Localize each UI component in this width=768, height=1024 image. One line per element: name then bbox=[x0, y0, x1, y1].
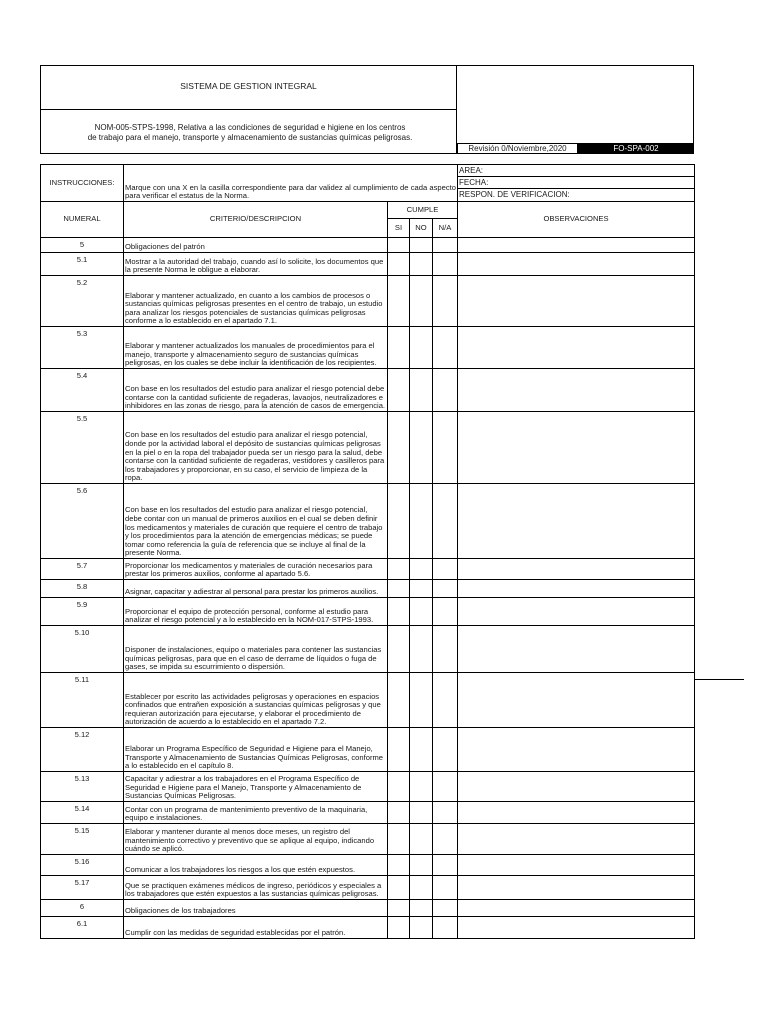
no-checkbox[interactable] bbox=[410, 772, 433, 802]
si-checkbox[interactable] bbox=[388, 412, 410, 484]
row-numeral: 5.9 bbox=[41, 598, 124, 626]
si-checkbox[interactable] bbox=[388, 327, 410, 369]
table-row bbox=[41, 598, 695, 626]
row-criterio: Cumplir con las medidas de seguridad establecidas por el patrón. bbox=[124, 917, 388, 939]
observaciones-cell[interactable] bbox=[458, 917, 695, 939]
si-checkbox[interactable] bbox=[388, 673, 410, 728]
table-row bbox=[41, 327, 695, 369]
si-checkbox[interactable] bbox=[388, 626, 410, 673]
no-checkbox[interactable] bbox=[410, 673, 433, 728]
na-checkbox[interactable] bbox=[433, 802, 458, 824]
row-numeral: 5.12 bbox=[41, 728, 124, 772]
table-row bbox=[41, 855, 695, 876]
no-checkbox[interactable] bbox=[410, 412, 433, 484]
na-checkbox[interactable] bbox=[433, 900, 458, 917]
table-row bbox=[41, 580, 695, 598]
observaciones-cell[interactable] bbox=[458, 728, 695, 772]
col-numeral: NUMERAL bbox=[41, 202, 124, 238]
si-checkbox[interactable] bbox=[388, 238, 410, 253]
si-checkbox[interactable] bbox=[388, 559, 410, 580]
si-checkbox[interactable] bbox=[388, 876, 410, 900]
col-si: SI bbox=[388, 219, 410, 238]
col-na: N/A bbox=[433, 219, 458, 238]
si-checkbox[interactable] bbox=[388, 253, 410, 276]
row-criterio: Elaborar un Programa Específico de Seguridad e Higiene para el Manejo, Transporte y Almacenamiento de Sustancias Químicas Peligrosas, conforme a lo establecido en el capítulo 8. bbox=[124, 728, 388, 772]
na-checkbox[interactable] bbox=[433, 238, 458, 253]
na-checkbox[interactable] bbox=[433, 626, 458, 673]
no-checkbox[interactable] bbox=[410, 327, 433, 369]
row-numeral: 5.6 bbox=[41, 484, 124, 559]
si-checkbox[interactable] bbox=[388, 824, 410, 855]
row-numeral: 5.8 bbox=[41, 580, 124, 598]
header-divider bbox=[456, 66, 457, 153]
table-row bbox=[41, 900, 695, 917]
row-criterio: Asignar, capacitar y adiestrar al personal para prestar los primeros auxilios. bbox=[124, 580, 388, 598]
form-header bbox=[40, 65, 694, 154]
revision-label: Revisión 0/Noviembre,2020 bbox=[457, 143, 578, 154]
checklist-table bbox=[40, 164, 695, 939]
col-criterio: CRITERIO/DESCRIPCION bbox=[124, 202, 388, 238]
row-criterio: Elaborar y mantener durante al menos doce meses, un registro del mantenimiento correctivo y preventivo que se aplique al equipo, indicando cuándo se aplicó. bbox=[124, 824, 388, 855]
norm-description bbox=[55, 123, 445, 142]
si-checkbox[interactable] bbox=[388, 728, 410, 772]
responsable-field[interactable]: RESPON. DE VERIFICACION: bbox=[459, 190, 570, 199]
row-criterio: Proporcionar los medicamentos y materiales de curación necesarios para prestar los primeros auxilios, conforme al apartado 5.6. bbox=[124, 559, 388, 580]
area-field[interactable]: AREA: bbox=[458, 165, 694, 177]
row-numeral: 5.10 bbox=[41, 626, 124, 673]
row-numeral: 5.4 bbox=[41, 369, 124, 412]
row-numeral: 6.1 bbox=[41, 917, 124, 939]
no-checkbox[interactable] bbox=[410, 369, 433, 412]
system-title: SISTEMA DE GESTION INTEGRAL bbox=[180, 81, 317, 91]
row-numeral: 5.1 bbox=[41, 253, 124, 276]
table-row bbox=[41, 772, 695, 802]
document-code: FO-SPA-002 bbox=[578, 143, 694, 154]
si-checkbox[interactable] bbox=[388, 855, 410, 876]
no-checkbox[interactable] bbox=[410, 484, 433, 559]
margin-line bbox=[694, 679, 744, 680]
si-checkbox[interactable] bbox=[388, 598, 410, 626]
instructions-label: INSTRUCCIONES: bbox=[41, 165, 124, 202]
table-row bbox=[41, 626, 695, 673]
na-checkbox[interactable] bbox=[433, 728, 458, 772]
observaciones-cell[interactable] bbox=[458, 855, 695, 876]
row-numeral: 5 bbox=[41, 238, 124, 253]
verification-info bbox=[458, 165, 695, 202]
fecha-field[interactable]: FECHA: bbox=[458, 177, 694, 189]
observaciones-cell[interactable] bbox=[458, 253, 695, 276]
no-checkbox[interactable] bbox=[410, 580, 433, 598]
instructions-text: Marque con una X en la casilla correspondiente para dar validez al cumplimiento de cada aspecto para verificar el estatus de la Norma. bbox=[124, 165, 458, 202]
si-checkbox[interactable] bbox=[388, 900, 410, 917]
observaciones-cell[interactable] bbox=[458, 369, 695, 412]
observaciones-cell[interactable] bbox=[458, 876, 695, 900]
row-criterio: Proporcionar el equipo de protección personal, conforme al estudio para analizar el riesgo potencial y a lo establecido en la NOM-017-STPS-1993. bbox=[124, 598, 388, 626]
row-criterio: Establecer por escrito las actividades peligrosas y operaciones en espacios confinados que entrañen exposición a sustancias químicas peligrosas y que requieran autorización para ejecutarse, y elaborar el procedimiento de autorización de acuerdo a lo establecido en el apartado 7.2. bbox=[124, 673, 388, 728]
col-cumple: CUMPLE bbox=[388, 202, 458, 219]
header-divider-horizontal bbox=[41, 109, 456, 110]
no-checkbox[interactable] bbox=[410, 900, 433, 917]
no-checkbox[interactable] bbox=[410, 824, 433, 855]
row-numeral: 5.16 bbox=[41, 855, 124, 876]
row-numeral: 5.3 bbox=[41, 327, 124, 369]
observaciones-cell[interactable] bbox=[458, 673, 695, 728]
row-numeral: 6 bbox=[41, 900, 124, 917]
observaciones-cell[interactable] bbox=[458, 900, 695, 917]
observaciones-cell[interactable] bbox=[458, 772, 695, 802]
table-row bbox=[41, 876, 695, 900]
observaciones-cell[interactable] bbox=[458, 802, 695, 824]
si-checkbox[interactable] bbox=[388, 802, 410, 824]
observaciones-cell[interactable] bbox=[458, 412, 695, 484]
na-checkbox[interactable] bbox=[433, 484, 458, 559]
no-checkbox[interactable] bbox=[410, 802, 433, 824]
row-numeral: 5.7 bbox=[41, 559, 124, 580]
no-checkbox[interactable] bbox=[410, 728, 433, 772]
table-row bbox=[41, 369, 695, 412]
no-checkbox[interactable] bbox=[410, 876, 433, 900]
row-criterio: Con base en los resultados del estudio para analizar el riesgo potencial, debe contar con un manual de primeros auxilios en el cual se deben definir los medicamentos y materiales de curación que requiere el centro de trabajo y los procedimientos para la atención de emergencias médicas; se puede tomar como referencia la guía de referencia que se incluye al final de la presente Norma. bbox=[124, 484, 388, 559]
no-checkbox[interactable] bbox=[410, 855, 433, 876]
table-row bbox=[41, 253, 695, 276]
observaciones-cell[interactable] bbox=[458, 598, 695, 626]
col-no: NO bbox=[410, 219, 433, 238]
observaciones-cell[interactable] bbox=[458, 626, 695, 673]
si-checkbox[interactable] bbox=[388, 772, 410, 802]
no-checkbox[interactable] bbox=[410, 917, 433, 939]
row-numeral: 5.15 bbox=[41, 824, 124, 855]
observaciones-cell[interactable] bbox=[458, 484, 695, 559]
table-row bbox=[41, 917, 695, 939]
na-checkbox[interactable] bbox=[433, 276, 458, 327]
na-checkbox[interactable] bbox=[433, 412, 458, 484]
table-row bbox=[41, 673, 695, 728]
table-row bbox=[41, 728, 695, 772]
na-checkbox[interactable] bbox=[433, 598, 458, 626]
observaciones-cell[interactable] bbox=[458, 327, 695, 369]
na-checkbox[interactable] bbox=[433, 876, 458, 900]
si-checkbox[interactable] bbox=[388, 369, 410, 412]
row-numeral: 5.13 bbox=[41, 772, 124, 802]
row-criterio: Mostrar a la autoridad del trabajo, cuando así lo solicite, los documentos que la presente Norma le obligue a elaborar. bbox=[124, 253, 388, 276]
na-checkbox[interactable] bbox=[433, 580, 458, 598]
table-row bbox=[41, 824, 695, 855]
no-checkbox[interactable] bbox=[410, 276, 433, 327]
row-criterio: Con base en los resultados del estudio para analizar el riesgo potencial, donde por la actividad laboral el depósito de sustancias químicas peligrosas en la piel o en la ropa del trabajador pueda ser un riesgo para la salud, debe contarse con la cantidad suficiente de regaderas, vestidores y casilleros para los trabajadores y proporcionar, en su caso, el servicio de limpieza de la ropa. bbox=[124, 412, 388, 484]
no-checkbox[interactable] bbox=[410, 238, 433, 253]
si-checkbox[interactable] bbox=[388, 484, 410, 559]
row-numeral: 5.17 bbox=[41, 876, 124, 900]
observaciones-cell[interactable] bbox=[458, 559, 695, 580]
si-checkbox[interactable] bbox=[388, 580, 410, 598]
row-criterio: Comunicar a los trabajadores los riesgos a los que estén expuestos. bbox=[124, 855, 388, 876]
si-checkbox[interactable] bbox=[388, 276, 410, 327]
col-observaciones: OBSERVACIONES bbox=[458, 202, 695, 238]
na-checkbox[interactable] bbox=[433, 559, 458, 580]
table-row bbox=[41, 238, 695, 253]
na-checkbox[interactable] bbox=[433, 855, 458, 876]
row-numeral: 5.14 bbox=[41, 802, 124, 824]
row-criterio: Que se practiquen exámenes médicos de ingreso, periódicos y especiales a los trabajadores que estén expuestos a las sustancias químicas peligrosas. bbox=[124, 876, 388, 900]
na-checkbox[interactable] bbox=[433, 369, 458, 412]
na-checkbox[interactable] bbox=[433, 253, 458, 276]
na-checkbox[interactable] bbox=[433, 327, 458, 369]
na-checkbox[interactable] bbox=[433, 824, 458, 855]
na-checkbox[interactable] bbox=[433, 772, 458, 802]
observaciones-cell[interactable] bbox=[458, 580, 695, 598]
no-checkbox[interactable] bbox=[410, 253, 433, 276]
row-criterio: Obligaciones de los trabajadores bbox=[124, 900, 388, 917]
table-row bbox=[41, 559, 695, 580]
no-checkbox[interactable] bbox=[410, 598, 433, 626]
no-checkbox[interactable] bbox=[410, 626, 433, 673]
row-criterio: Disponer de instalaciones, equipo o materiales para contener las sustancias químicas peligrosas, para que en el caso de derrame de líquidos o fuga de gases, se impida su escurrimiento o dispersión. bbox=[124, 626, 388, 673]
table-row bbox=[41, 802, 695, 824]
row-criterio: Elaborar y mantener actualizados los manuales de procedimientos para el manejo, transporte y almacenamiento seguro de sustancias químicas peligrosas, en los cuales se debe incluir la identificación de los recipientes. bbox=[124, 327, 388, 369]
norm-line-1: NOM-005-STPS-1998, Relativa a las condiciones de seguridad e higiene en los centros bbox=[94, 123, 406, 132]
row-numeral: 5.11 bbox=[41, 673, 124, 728]
row-criterio: Obligaciones del patrón bbox=[124, 238, 388, 253]
observaciones-cell[interactable] bbox=[458, 824, 695, 855]
observaciones-cell[interactable] bbox=[458, 238, 695, 253]
na-checkbox[interactable] bbox=[433, 917, 458, 939]
row-criterio: Con base en los resultados del estudio para analizar el riesgo potencial debe contarse con la cantidad suficiente de regaderas, lavaojos, neutralizadores e inhibidores en las zonas de riesgo, para la atención de casos de emergencia. bbox=[124, 369, 388, 412]
table-row bbox=[41, 276, 695, 327]
na-checkbox[interactable] bbox=[433, 673, 458, 728]
si-checkbox[interactable] bbox=[388, 917, 410, 939]
observaciones-cell[interactable] bbox=[458, 276, 695, 327]
no-checkbox[interactable] bbox=[410, 559, 433, 580]
table-row bbox=[41, 412, 695, 484]
row-numeral: 5.5 bbox=[41, 412, 124, 484]
table-row bbox=[41, 484, 695, 559]
norm-line-2: de trabajo para el manejo, transporte y almacenamiento de sustancias químicas peligrosas. bbox=[87, 132, 413, 142]
row-criterio: Contar con un programa de mantenimiento preventivo de la maquinaria, equipo e instalaciones. bbox=[124, 802, 388, 824]
row-criterio: Elaborar y mantener actualizado, en cuanto a los cambios de procesos o sustancias químicas peligrosas presentes en el centro de trabajo, un estudio para analizar los riesgos potenciales de sustancias químicas peligrosas conforme a lo establecido en el apartado 7.1. bbox=[124, 276, 388, 327]
row-numeral: 5.2 bbox=[41, 276, 124, 327]
row-criterio: Capacitar y adiestrar a los trabajadores en el Programa Específico de Seguridad e Higiene para el Manejo, Transporte y Almacenamiento de Sustancias Químicas Peligrosas. bbox=[124, 772, 388, 802]
